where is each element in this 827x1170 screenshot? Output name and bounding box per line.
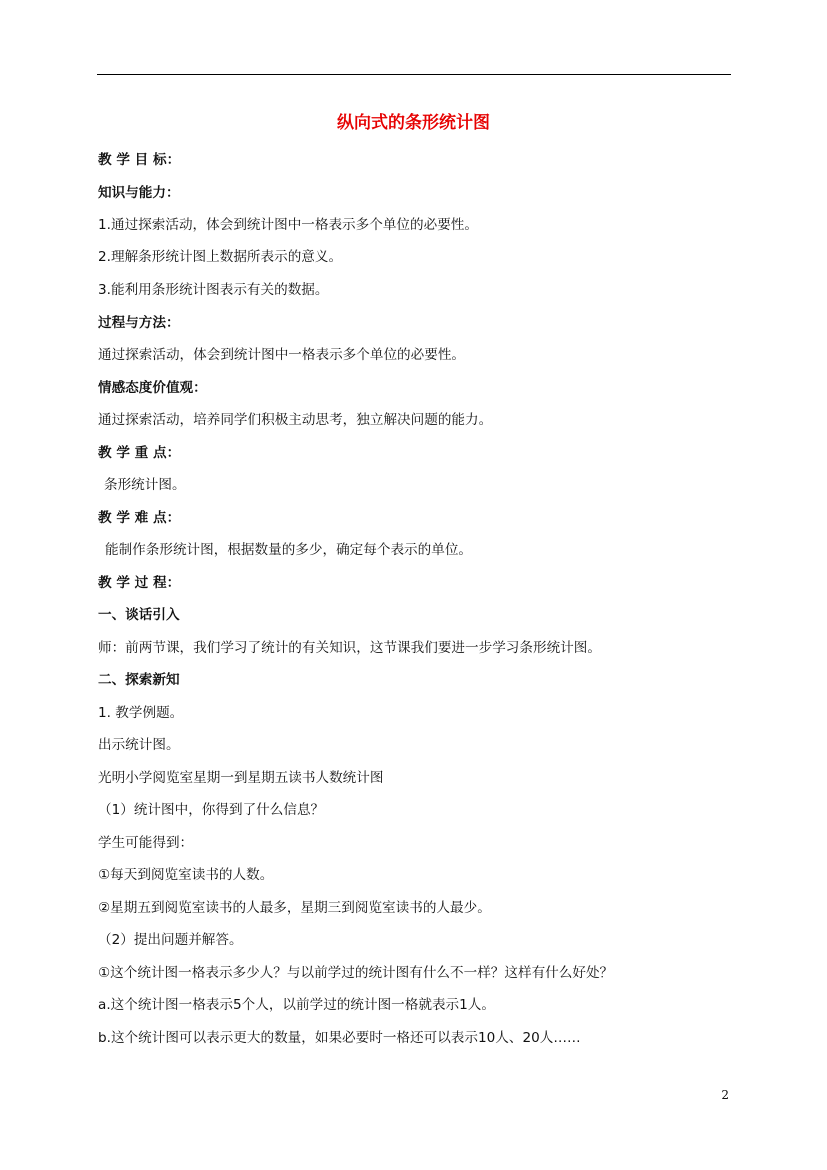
paragraph-line: 通过探索活动，体会到统计图中一格表示多个单位的必要性。 — [98, 347, 466, 363]
heading-teaching-process: 教 学 过 程： — [98, 575, 181, 591]
paragraph-line: a.这个统计图一格表示5个人，以前学过的统计图一格就表示1人。 — [98, 997, 495, 1013]
document-title: 纵向式的条形统计图 — [337, 113, 490, 133]
heading-emotion-values: 情感态度价值观： — [98, 380, 207, 396]
heading-knowledge-ability: 知识与能力： — [98, 185, 180, 201]
paragraph-line: 2.理解条形统计图上数据所表示的意义。 — [98, 249, 343, 265]
paragraph-line: ①每天到阅览室读书的人数。 — [98, 867, 274, 883]
paragraph-line: 通过探索活动，培养同学们积极主动思考，独立解决问题的能力。 — [98, 412, 493, 428]
paragraph-line: 学生可能得到： — [98, 835, 194, 851]
heading-section-two: 二、探索新知 — [98, 672, 180, 688]
paragraph-line: ①这个统计图一格表示多少人？与以前学过的统计图有什么不一样？这样有什么好处？ — [98, 965, 614, 981]
paragraph-line: 师：前两节课，我们学习了统计的有关知识，这节课我们要进一步学习条形统计图。 — [98, 640, 601, 656]
heading-key-points: 教 学 重 点： — [98, 445, 181, 461]
paragraph-line: 光明小学阅览室星期一到星期五读书人数统计图 — [98, 770, 384, 786]
paragraph-line: 出示统计图。 — [98, 737, 180, 753]
paragraph-line: 能制作条形统计图，根据数量的多少，确定每个表示的单位。 — [105, 542, 473, 558]
heading-difficulties: 教 学 难 点： — [98, 510, 181, 526]
header-rule — [97, 74, 731, 75]
heading-section-one: 一、谈话引入 — [98, 607, 180, 623]
paragraph-line: b.这个统计图可以表示更大的数量，如果必要时一格还可以表示10人、20人…… — [98, 1030, 581, 1046]
paragraph-line: 3.能利用条形统计图表示有关的数据。 — [98, 282, 329, 298]
page-number: 2 — [721, 1088, 729, 1102]
paragraph-line: （1）统计图中，你得到了什么信息？ — [98, 802, 325, 818]
paragraph-line: （2）提出问题并解答。 — [98, 932, 243, 948]
paragraph-line: 1. 教学例题。 — [98, 705, 184, 721]
paragraph-line: 条形统计图。 — [104, 477, 186, 493]
heading-process-method: 过程与方法： — [98, 315, 180, 331]
heading-teaching-goals: 教 学 目 标： — [98, 152, 181, 168]
paragraph-line: 1.通过探索活动，体会到统计图中一格表示多个单位的必要性。 — [98, 217, 478, 233]
paragraph-line: ②星期五到阅览室读书的人最多，星期三到阅览室读书的人最少。 — [98, 900, 491, 916]
